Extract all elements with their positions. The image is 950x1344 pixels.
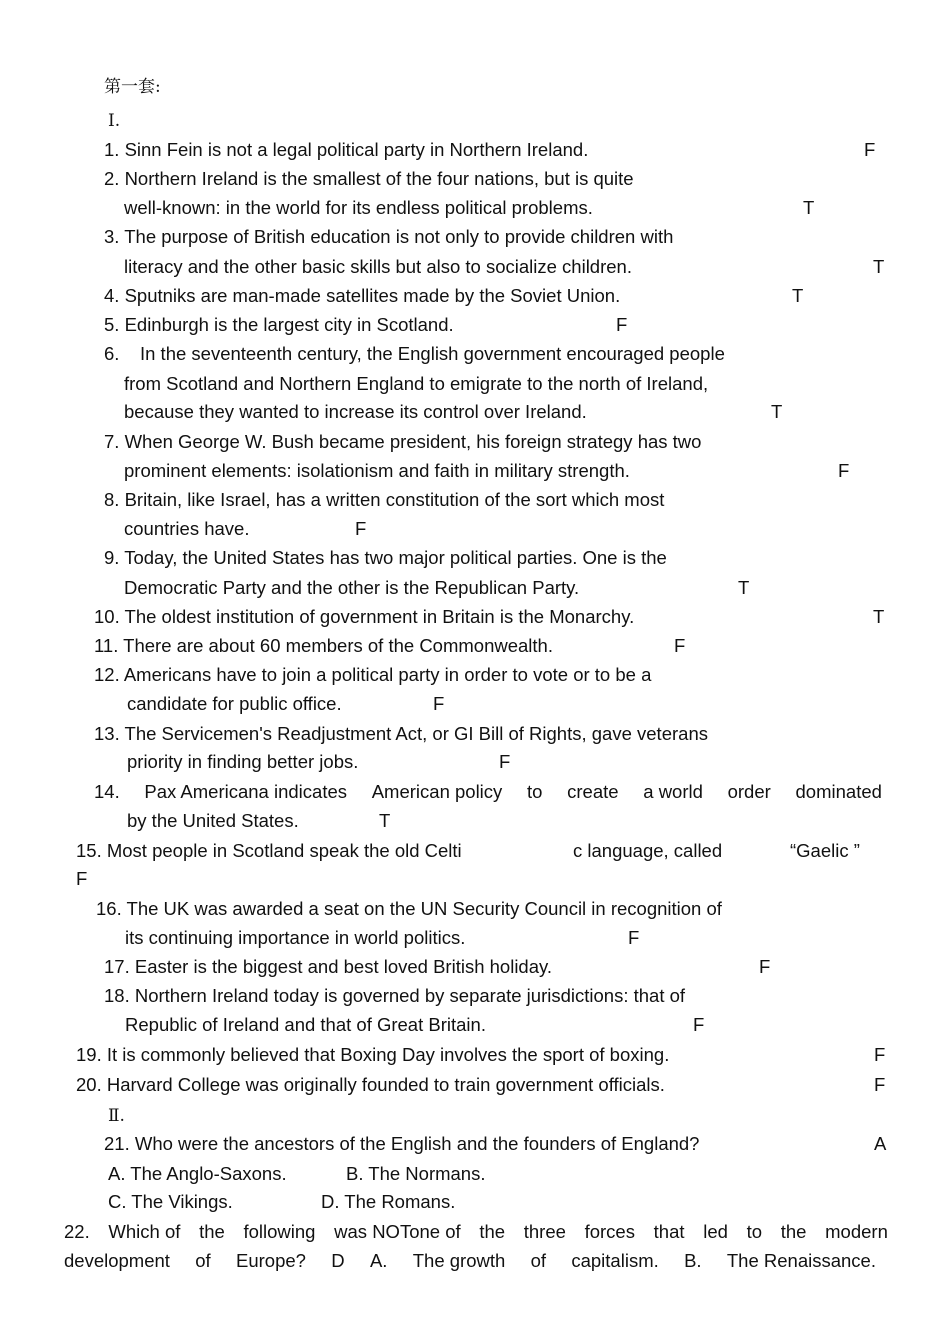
q22-word: The Renaissance. (726, 1250, 876, 1271)
q22-word: forces (584, 1221, 635, 1242)
q22-word: Which of (108, 1221, 181, 1242)
q14-word: Pax Americana indicates (144, 781, 348, 802)
answer-4: T (792, 285, 804, 306)
question-16-line-2: its continuing importance in world politics. (125, 927, 466, 948)
q22-word: capitalism. (571, 1250, 659, 1271)
q21-option-d: D. The Romans. (321, 1191, 456, 1212)
question-16-line-1: 16. The UK was awarded a seat on the UN Security Council in recognition of (96, 898, 722, 919)
q14-word: 14. (94, 781, 120, 802)
q22-word: following (243, 1221, 316, 1242)
q22-word: was NOTone of (334, 1221, 461, 1242)
question-10: 10. The oldest institution of government in Britain is the Monarchy. (94, 606, 635, 627)
question-14-line-1 (94, 781, 882, 803)
q22-word: development (64, 1250, 170, 1271)
question-12-line-2: candidate for public office. (127, 693, 342, 714)
q14-word: American policy (371, 781, 503, 802)
q21-option-c: C. The Vikings. (108, 1191, 233, 1212)
question-15-part-3: “Gaelic ” (790, 840, 860, 861)
q22-word: of (530, 1250, 547, 1271)
q22-word: Europe? (236, 1250, 306, 1271)
question-20: 20. Harvard College was originally founded to train government officials. (76, 1074, 665, 1095)
q22-word: The growth (412, 1250, 506, 1271)
question-1: 1. Sinn Fein is not a legal political party in Northern Ireland. (104, 139, 589, 160)
q22-word: three (523, 1221, 566, 1242)
q22-word: D (331, 1250, 345, 1271)
question-17: 17. Easter is the biggest and best loved British holiday. (104, 956, 553, 977)
q22-word: modern (825, 1221, 888, 1242)
q14-word: create (567, 781, 619, 802)
q14-word: a world (643, 781, 703, 802)
q22-word: of (195, 1250, 211, 1271)
q22-word: B. (684, 1250, 702, 1271)
question-8-line-2: countries have. (124, 518, 250, 539)
question-21: 21. Who were the ancestors of the English and the founders of England? (104, 1133, 700, 1154)
answer-21: A (874, 1133, 887, 1154)
question-18-line-2: Republic of Ireland and that of Great Britain. (125, 1014, 486, 1035)
answer-11: F (674, 635, 686, 656)
answer-10: T (873, 606, 885, 627)
answer-9: T (738, 577, 750, 598)
answer-15: F (76, 868, 88, 889)
question-7-line-2: prominent elements: isolationism and faith in military strength. (124, 460, 630, 481)
answer-12: F (433, 693, 445, 714)
answer-3: T (873, 256, 885, 277)
q22-word: the (780, 1221, 807, 1242)
question-5: 5. Edinburgh is the largest city in Scotland. (104, 314, 454, 335)
question-15-part-2: c language, called (573, 840, 723, 861)
answer-18: F (693, 1014, 705, 1035)
section-one-label: Ⅰ. (108, 111, 121, 131)
q14-word: dominated (795, 781, 882, 802)
answer-16: F (628, 927, 640, 948)
answer-14: T (379, 810, 391, 831)
document-heading: 第一套: (104, 77, 161, 97)
q21-option-b: B. The Normans. (346, 1163, 486, 1184)
q22-word: 22. (64, 1221, 90, 1242)
answer-8: F (355, 518, 367, 539)
question-19: 19. It is commonly believed that Boxing Day involves the sport of boxing. (76, 1044, 670, 1065)
q22-word: to (746, 1221, 763, 1242)
answer-6: T (771, 401, 783, 422)
question-9-line-1: 9. Today, the United States has two major political parties. One is the (104, 547, 667, 568)
q22-word: the (199, 1221, 225, 1242)
question-2-line-1: 2. Northern Ireland is the smallest of the four nations, but is quite (104, 168, 634, 189)
q22-word: the (479, 1221, 506, 1242)
q22-word: led (703, 1221, 728, 1242)
question-7-line-1: 7. When George W. Bush became president, his foreign strategy has two (104, 431, 702, 452)
question-3-line-2: literacy and the other basic skills but also to socialize children. (124, 256, 632, 277)
question-3-line-1: 3. The purpose of British education is not only to provide children with (104, 226, 674, 247)
question-11: 11. There are about 60 members of the Commonwealth. (94, 635, 553, 656)
q22-word: that (653, 1221, 685, 1242)
section-two-label: Ⅱ. (108, 1106, 125, 1126)
question-13-line-1: 13. The Servicemen's Readjustment Act, or GI Bill of Rights, gave veterans (94, 723, 708, 744)
question-12-line-1: 12. Americans have to join a political party in order to vote or to be a (94, 664, 652, 685)
answer-20: F (874, 1074, 886, 1095)
question-4: 4. Sputniks are man-made satellites made by the Soviet Union. (104, 285, 621, 306)
q14-word: order (727, 781, 771, 802)
question-2-line-2: well-known: in the world for its endless political problems. (124, 197, 593, 218)
answer-7: F (838, 460, 850, 481)
question-8-line-1: 8. Britain, like Israel, has a written constitution of the sort which most (104, 489, 665, 510)
q14-word: to (527, 781, 543, 802)
q22-word: A. (369, 1250, 388, 1271)
question-9-line-2: Democratic Party and the other is the Republican Party. (124, 577, 580, 598)
question-6-line-1: 6. In the seventeenth century, the English government encouraged people (104, 343, 725, 364)
answer-1: F (864, 139, 876, 160)
question-15-part-1: 15. Most people in Scotland speak the old Celti (76, 840, 462, 861)
answer-19: F (874, 1044, 886, 1065)
question-18-line-1: 18. Northern Ireland today is governed by separate jurisdictions: that of (104, 985, 686, 1006)
question-22-line-2 (64, 1250, 876, 1272)
q21-option-a: A. The Anglo-Saxons. (108, 1163, 287, 1184)
question-14-line-2: by the United States. (127, 810, 299, 831)
answer-17: F (759, 956, 771, 977)
question-13-line-2: priority in finding better jobs. (127, 751, 359, 772)
answer-5: F (616, 314, 628, 335)
answer-2: T (803, 197, 815, 218)
question-22-line-1 (64, 1221, 888, 1243)
question-6-line-3: because they wanted to increase its control over Ireland. (124, 401, 587, 422)
question-6-line-2: from Scotland and Northern England to emigrate to the north of Ireland, (124, 373, 709, 394)
answer-13: F (499, 751, 511, 772)
